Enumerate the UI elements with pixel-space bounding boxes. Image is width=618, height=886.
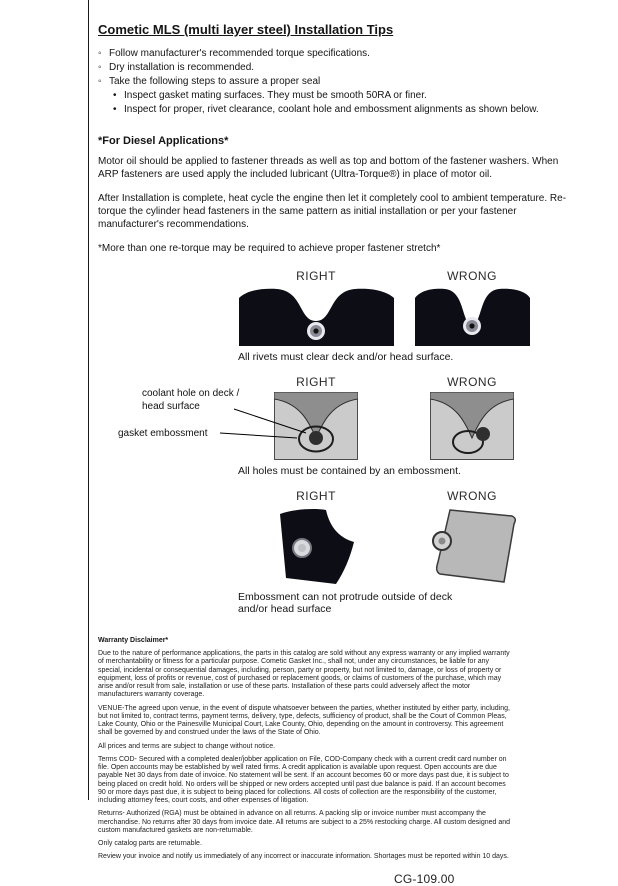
gasket-embossment-callout: gasket embossment (118, 428, 208, 439)
figure-wrong-column (402, 269, 542, 346)
hole-embossment-wrong-diagram (430, 392, 514, 460)
warranty-heading: Warranty Disclaimer* (98, 637, 169, 644)
figure-caption: All rivets must clear deck and/or head surface. (238, 351, 454, 363)
warranty-paragraph: Review your invoice and notify us immediately of any incorrect or inaccurate information. Shortages must be reported within 10 days. (98, 853, 509, 861)
rivet-clear-wrong-diagram (415, 286, 530, 346)
figure-wrong-column (402, 375, 542, 460)
coolant-hole (476, 427, 490, 441)
page-number: CG-109.00 (394, 871, 455, 886)
figure-row (236, 269, 608, 346)
figure-right-column (236, 269, 396, 346)
warranty-paragraph: Only catalog parts are returnable. (98, 840, 202, 847)
tips-list (98, 47, 608, 117)
coolant-hole (309, 431, 323, 445)
list-item (113, 103, 608, 117)
right-label: RIGHT (296, 489, 336, 503)
tip-text: Take the following steps to assure a proper seal (109, 76, 321, 87)
list-item (113, 89, 608, 103)
wrong-label: WRONG (447, 269, 497, 283)
figure-right-column (236, 489, 396, 586)
warranty-paragraph: Terms COD- Secured with a completed dealer/jobber application on File, COD-Company check with a current credit card number on file. Open accounts may be established by well rated firms. A credit application is available upon request. Open accounts are due payable Net 30 days from date of invoice. No statement will be sent. If an account becomes 60 or more days past due, it is subject to being placed on credit hold. No orders will be shipped or new orders accepted until past due balance is paid. If an account becomes 90 or more days past due, it is subject to being placed for collections. All costs of collection are the responsibility of the customer, including attorney fees, court costs, and other expenses of litigation. (98, 755, 509, 804)
right-label: RIGHT (296, 269, 336, 283)
open-bullet-icon (98, 47, 109, 61)
filled-bullet-icon (113, 89, 124, 103)
warranty-disclaimer-section (98, 637, 512, 862)
gasket-deck-shape (280, 509, 354, 584)
coolant-hole-callout: coolant hole on deck / head surface (142, 388, 240, 412)
tip-text: Follow manufacturer's recommended torque specifications. (109, 48, 370, 59)
figure-rivet-clearance (98, 269, 608, 363)
open-bullet-icon (98, 61, 109, 75)
warranty-paragraph: Due to the nature of performance applications, the parts in this catalog are sold without any express warranty or any implied warranty of merchantability or fitness for a particular purpose. Cometic Gasket Inc., shall not, under any circumstances, be liable for any special, incidental or consequential damages, including, person, party or property, but not limited to, damage, or loss of property or equipment, loss of profits or revenue, cost of purchased or replacement goods, or claims of customers of the purchase, which may arise and/or result from sale, installation or use of these parts. Installation of these parts could adversely affect the motor manufacturers warranty coverage. (98, 650, 510, 699)
hole-embossment-right-diagram (274, 392, 358, 460)
tip-text: Dry installation is recommended. (109, 62, 255, 73)
rivet-center-dot (469, 323, 474, 328)
right-label: RIGHT (296, 375, 336, 389)
figure-embossment-protrusion (98, 489, 608, 615)
diesel-paragraph: After Installation is complete, heat cycle the engine then let it completely cool to ambient temperature. Re-torque the cylinder head fasteners in the same pattern as initial installation or per your fastener manufacturer's recommendations. (98, 193, 567, 230)
warranty-paragraph: All prices and terms are subject to change without notice. (98, 742, 276, 750)
figure-right-column (236, 375, 396, 460)
tip-text: Inspect for proper, rivet clearance, coolant hole and embossment alignments as shown below. (124, 104, 539, 115)
wrong-label: WRONG (447, 375, 497, 389)
page-left-rule (88, 0, 89, 800)
figures-section (98, 269, 608, 615)
figure-caption: Embossment can not protrude outside of deck and/or head surface (238, 591, 453, 615)
protrusion-right-diagram (274, 506, 358, 586)
figure-holes-embossment (98, 375, 608, 477)
retorque-note: *More than one re-torque may be required to achieve proper fastener stretch* (98, 243, 441, 254)
warranty-paragraph: VENUE-The agreed upon venue, in the event of dispute whatsoever between the parties, whether instituted by either party, including, but not limited to, contract terms, payment terms, delivery, type, defects, sufficiency of product, shall be the Court of Common Pleas, Lake County, Ohio or the Painesville Municipal Court, Lake County, Ohio, depending on the amount in controversy. This agreement shall be governed by and construed under the laws of the State of Ohio. (98, 704, 510, 737)
bolt-hole-center (298, 544, 306, 552)
rivet-center-dot (313, 328, 318, 333)
filled-bullet-icon (113, 103, 124, 117)
warranty-paragraph: Returns- Authorized (RGA) must be obtained in advance on all returns. A packing slip or invoice number must accompany the merchandise. No returns after 30 days from invoice date. All returns are subject to a 25% restocking charge. All custom designed and custom manufactured gaskets are non-returnable. (98, 810, 511, 834)
page-title: Cometic MLS (multi layer steel) Installation Tips (98, 22, 394, 37)
figure-row (236, 375, 608, 460)
list-item (98, 47, 608, 61)
catalog-page-content (98, 16, 608, 886)
list-item (98, 75, 608, 89)
figure-row (236, 489, 608, 586)
diesel-applications-heading: *For Diesel Applications* (98, 135, 229, 147)
tip-text: Inspect gasket mating surfaces. They must be smooth 50RA or finer. (124, 90, 427, 101)
figure-wrong-column (402, 489, 542, 586)
open-bullet-icon (98, 75, 109, 89)
list-item (98, 61, 608, 75)
diesel-paragraph: Motor oil should be applied to fastener threads as well as top and bottom of the fastener washers. When ARP fasteners are used apply the included lubricant (Ultra-Torque®) in place of motor oil. (98, 156, 559, 180)
wrong-label: WRONG (447, 489, 497, 503)
embossment-center (439, 538, 446, 545)
protrusion-wrong-diagram (426, 506, 518, 586)
rivet-clear-right-diagram (239, 286, 394, 346)
figure-caption: All holes must be contained by an embossment. (238, 465, 461, 477)
